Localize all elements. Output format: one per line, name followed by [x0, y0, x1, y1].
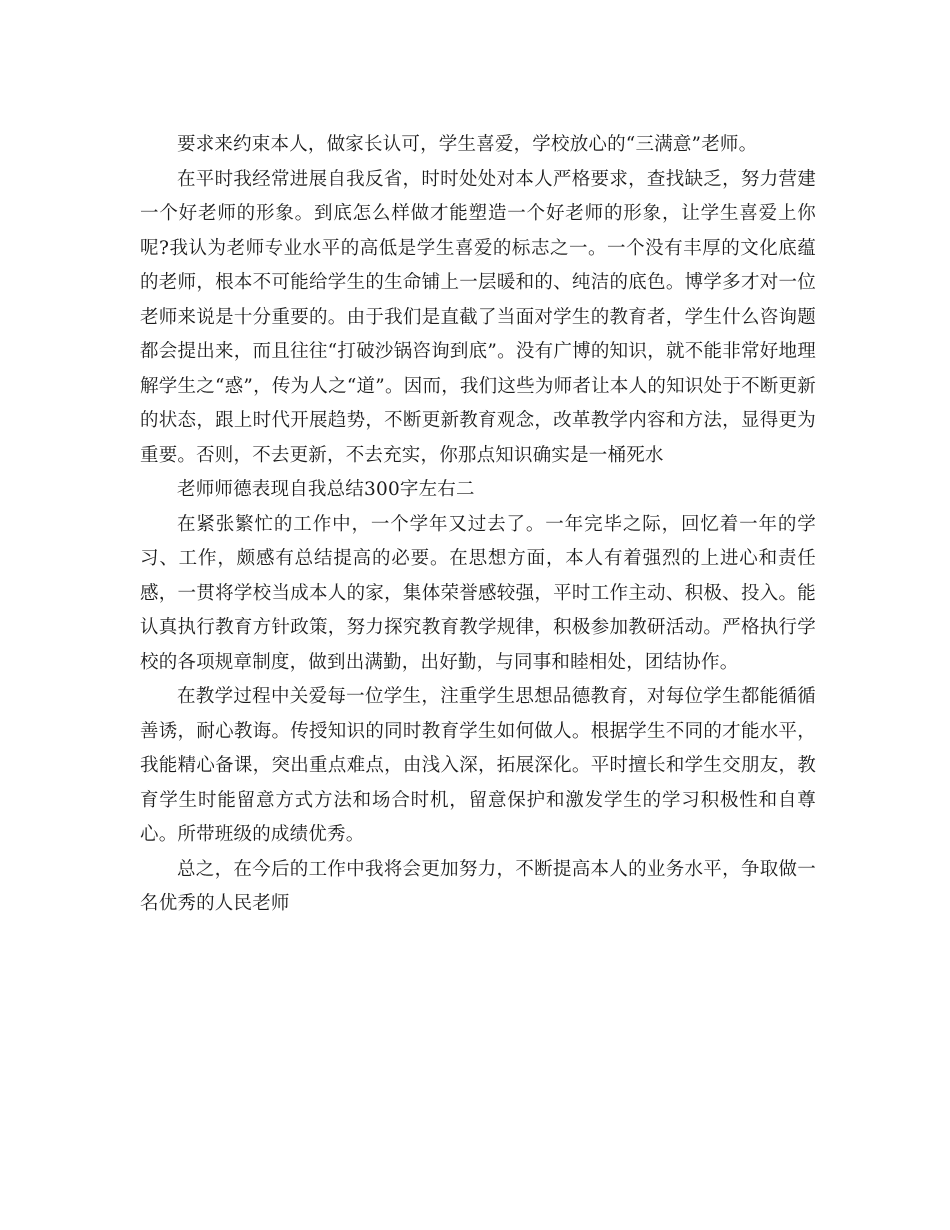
section-heading: 老师师德表现自我总结300字左右二	[177, 479, 475, 500]
paragraph-teaching: 在教学过程中关爱每一位学生，注重学生思想品德教育，对每位学生都能循循善诱，耐心教诲。传授知识的同时教育学生如何做人。根据学生不同的才能水平，我能精心备课，突出重点难点，由浅入深，拓展深化。平时擅长和学生交朋友，教育学生时能留意方式方法和场合时机，留意保护和激发学生的学习积极性和自尊心。所带班级的成绩优秀。	[140, 686, 816, 845]
paragraph-work-summary: 在紧张繁忙的工作中，一个学年又过去了。一年完毕之际，回忆着一年的学习、工作，颇感有总结提高的必要。在思想方面，本人有着强烈的上进心和责任感，一贯将学校当成本人的家，集体荣誉感较强，平时工作主动、积极、投入。能认真执行教育方针政策，努力探究教育教学规律，积极参加教研活动。严格执行学校的各项规章制度，做到出满勤，出好勤，与同事和睦相处，团结协作。	[140, 513, 816, 673]
document-body	[140, 128, 816, 922]
paragraph-self-reflection: 在平时我经常进展自我反省，时时处处对本人严格要求，查找缺乏，努力营建一个好老师的形象。到底怎么样做才能塑造一个好老师的形象，让学生喜爱上你呢?我认为老师专业水平的高低是学生喜爱的标志之一。一个没有丰厚的文化底蕴的老师，根本不可能给学生的生命铺上一层暖和的、纯洁的底色。博学多才对一位老师来说是十分重要的。由于我们是直截了当面对学生的教育者，学生什么咨询题都会提出来，而且往往“打破沙锅咨询到底”。没有广博的知识，就不能非常好地理解学生之“惑”，传为人之“道”。因而，我们这些为师者让本人的知识处于不断更新的状态，跟上时代开展趋势，不断更新教育观念，改革教学内容和方法，显得更为重要。否则，不去更新，不去充实，你那点知识确实是一桶死水	[140, 168, 816, 466]
paragraph-continuation: 要求来约束本人，做家长认可，学生喜爱，学校放心的“三满意”老师。	[177, 134, 758, 155]
paragraph-conclusion: 总之，在今后的工作中我将会更加努力，不断提高本人的业务水平，争取做一名优秀的人民老师	[140, 858, 816, 914]
